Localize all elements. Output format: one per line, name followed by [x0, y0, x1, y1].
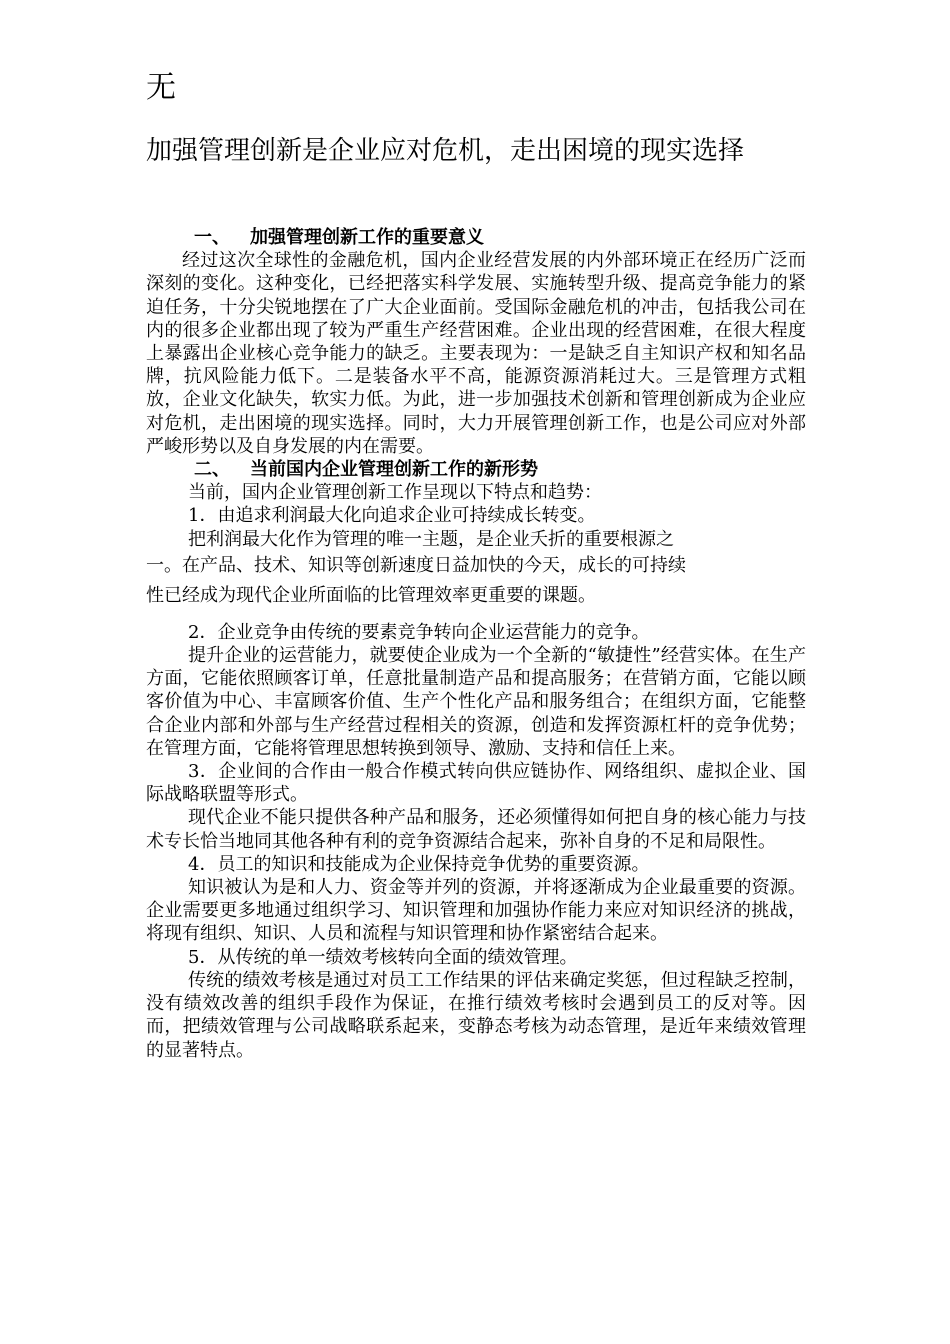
trend-paragraph-2: 提升企业的运营能力，就要使企业成为一个全新的“敏捷性”经营实体。在生产方面，它能依照顾客订单，任意批量制造产品和提高服务；在营销方面，它能以顾客价值为中心、丰富顾客价值、生产个性化产品和服务组合；在组织方面，它能整合企业内部和外部与生产经营过程相关的资源，创造和发挥资源杠杆的竞争优势；在管理方面，它能将管理思想转换到领导、激励、支持和信任上来。: [146, 645, 806, 759]
section-title-1: 加强管理创新工作的重要意义: [250, 227, 484, 248]
trend-title-2: 2．企业竞争由传统的要素竞争转向企业运营能力的竞争。: [188, 621, 650, 643]
section-number-1: 一、: [194, 227, 230, 248]
trend-title-1: 1．由追求利润最大化向追求企业可持续成长转变。: [188, 505, 596, 527]
trend-paragraph-5: 传统的绩效考核是通过对员工工作结果的评估来确定奖惩，但过程缺乏控制，没有绩效改善的组织手段作为保证，在推行绩效考核时会遇到员工的反对等。因而，把绩效管理与公司战略联系起来，变静态考核为动态管理，是近年来绩效管理的显著特点。: [146, 969, 806, 1061]
trend-title-3: 3．企业间的合作由一般合作模式转向供应链协作、网络组织、虚拟企业、国际战略联盟等形式。: [146, 761, 806, 806]
trend-1-line-2: 一。在产品、技术、知识等创新速度日益加快的今天，成长的可持续: [146, 554, 686, 576]
section-heading-2: [146, 458, 806, 481]
trend-title-5: 5．从传统的单一绩效考核转向全面的绩效管理。: [188, 946, 578, 968]
section-title-2: 当前国内企业管理创新工作的新形势: [250, 459, 538, 481]
trend-paragraph-3: 现代企业不能只提供各种产品和服务，还必须懂得如何把自身的核心能力与技术专长恰当地同其他各种有利的竞争资源结合起来，弥补自身的不足和局限性。: [146, 807, 806, 852]
section-number-2: 二、: [194, 459, 230, 481]
trend-1-line-1: 把利润最大化作为管理的唯一主题，是企业夭折的重要根源之: [188, 528, 674, 550]
document-title: 加强管理创新是企业应对危机，走出困境的现实选择: [146, 136, 745, 166]
document-body: [146, 226, 806, 1062]
trend-paragraph-4: 知识被认为是和人力、资金等并列的资源，并将逐渐成为企业最重要的资源。企业需要更多地通过组织学习、知识管理和加强协作能力来应对知识经济的挑战，将现有组织、知识、人员和流程与知识管理和协作紧密结合起来。: [146, 877, 806, 945]
section-heading-1: [146, 226, 806, 249]
trend-title-4: 4．员工的知识和技能成为企业保持竞争优势的重要资源。: [188, 853, 650, 875]
top-mark: 无: [146, 70, 176, 105]
section-paragraph-1: 经过这次全球性的金融危机，国内企业经营发展的内外部环境正在经历广泛而深刻的变化。这种变化，已经把落实科学发展、实施转型升级、提高竞争能力的紧迫任务，十分尖锐地摆在了广大企业面前。受国际金融危机的冲击，包括我公司在内的很多企业都出现了较为严重生产经营困难。企业出现的经营困难，在很大程度上暴露出企业核心竞争能力的缺乏。主要表现为：一是缺乏自主知识产权和知名品牌，抗风险能力低下。二是装备水平不高，能源资源消耗过大。三是管理方式粗放，企业文化缺失，软实力低。为此，进一步加强技术创新和管理创新成为企业应对危机，走出困境的现实选择。同时，大力开展管理创新工作，也是公司应对外部严峻形势以及自身发展的内在需要。: [146, 250, 806, 457]
trend-1-line-3: 性已经成为现代企业所面临的比管理效率更重要的课题。: [146, 584, 596, 606]
section-intro-2: 当前，国内企业管理创新工作呈现以下特点和趋势：: [188, 482, 602, 504]
